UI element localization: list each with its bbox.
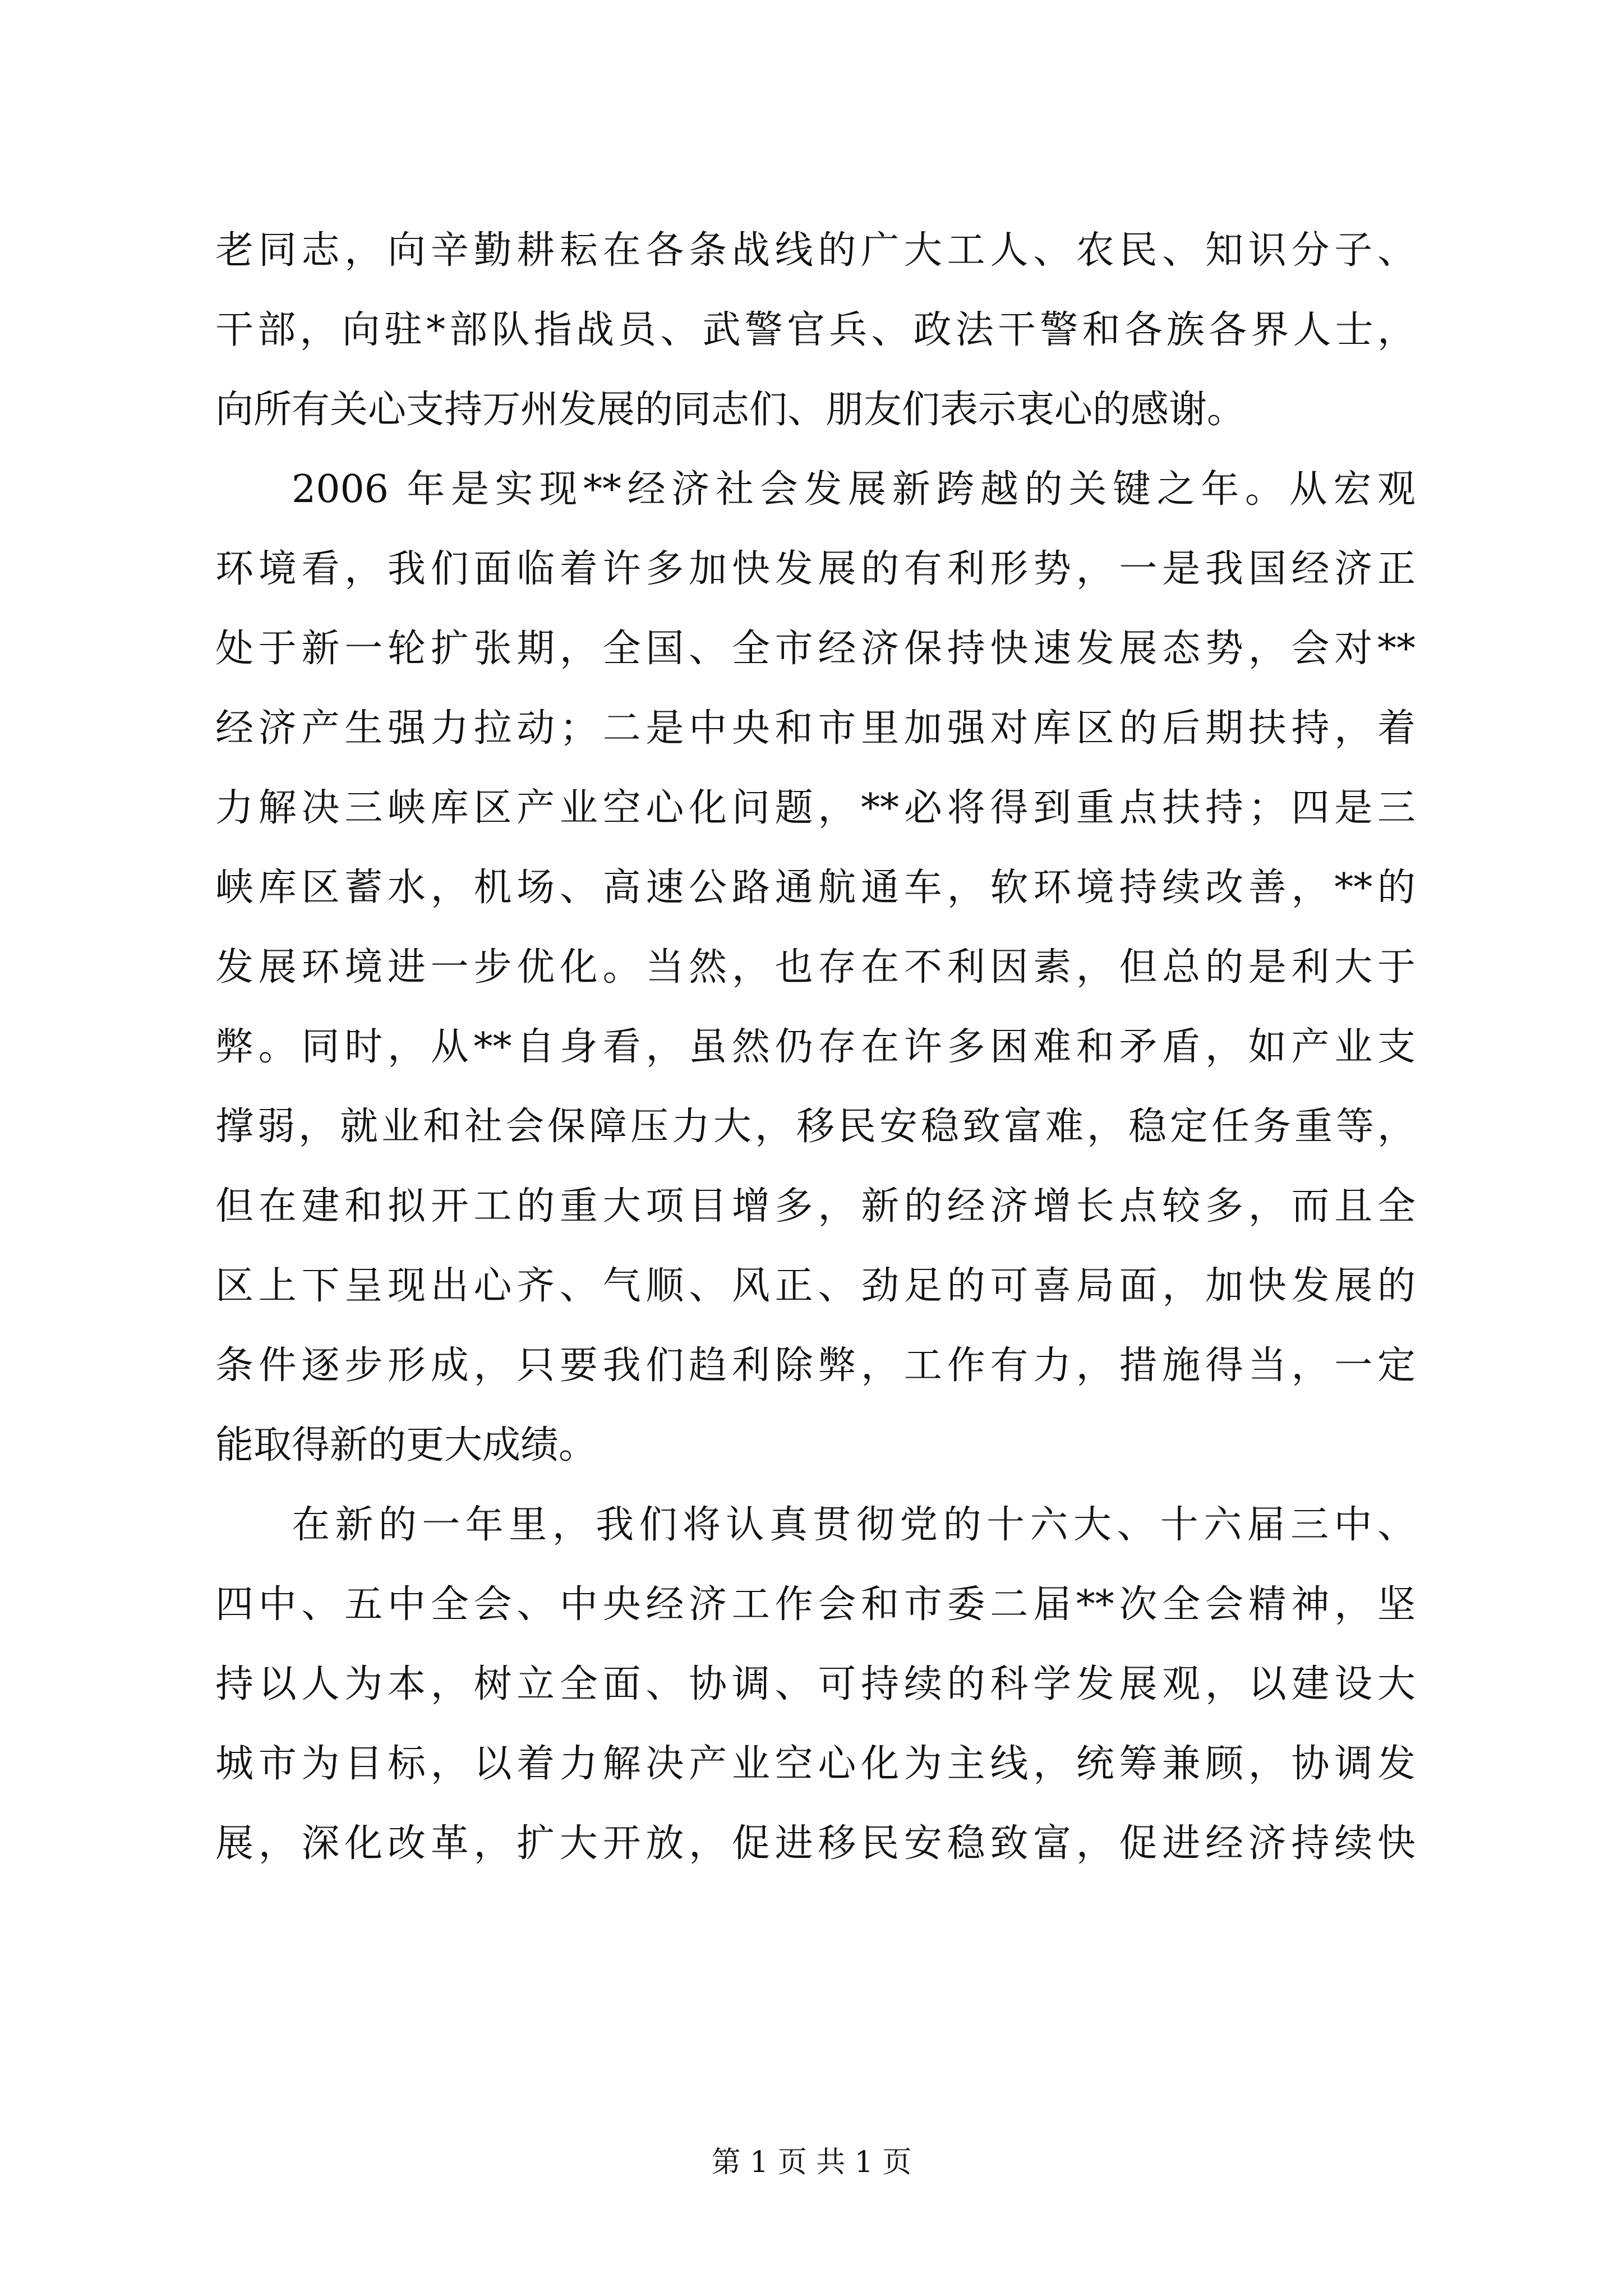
text-line: 环境看，我们面临着许多加快发展的有利形势，一是我国经济正 [215,547,1415,591]
text-line: 在新的一年里，我们将认真贯彻党的十六大、十六届三中、 [292,1503,1415,1547]
text-line: 四中、五中全会、中央经济工作会和市委二届**次全会精神，坚 [215,1582,1415,1627]
text-line: 城市为目标，以着力解决产业空心化为主线，统筹兼顾，协调发 [215,1742,1415,1786]
text-line: 能取得新的更大成绩。 [215,1423,597,1467]
text-line: 处于新一轮扩张期，全国、全市经济保持快速发展态势，会对** [215,627,1415,671]
text-line: 撑弱，就业和社会保障压力大，移民安稳致富难，稳定任务重等， [215,1105,1415,1149]
text-line: 区上下呈现出心齐、气顺、风正、劲足的可喜局面，加快发展的 [215,1264,1415,1308]
page-footer: 第 1 页 共 1 页 [711,2146,912,2179]
text-line: 展，深化改革，扩大开放，促进移民安稳致富，促进经济持续快 [215,1821,1415,1866]
text-line: 向所有关心支持万州发展的同志们、朋友们表示衷心的感谢。 [215,388,1246,432]
text-line: 经济产生强力拉动；二是中央和市里加强对库区的后期扶持，着 [215,706,1415,751]
text-line: 老同志，向辛勤耕耘在各条战线的广大工人、农民、知识分子、 [215,228,1415,273]
text-line: 力解决三峡库区产业空心化问题，**必将得到重点扶持；四是三 [215,786,1415,830]
text-line: 弊。同时，从**自身看，虽然仍存在许多困难和矛盾，如产业支 [215,1025,1415,1069]
text-line: 发展环境进一步优化。当然，也存在不利因素，但总的是利大于 [215,945,1415,990]
text-line: 但在建和拟开工的重大项目增多，新的经济增长点较多，而且全 [215,1184,1415,1228]
text-line: 干部，向驻*部队指战员、武警官兵、政法干警和各族各界人士， [215,308,1415,352]
text-line: 条件逐步形成，只要我们趋利除弊，工作有力，措施得当，一定 [215,1343,1415,1388]
text-line: 峡库区蓄水，机场、高速公路通航通车，软环境持续改善，**的 [215,866,1415,910]
text-line: 持以人为本，树立全面、协调、可持续的科学发展观，以建设大 [215,1662,1415,1706]
text-line: 2006 年是实现**经济社会发展新跨越的关键之年。从宏观 [292,467,1415,512]
